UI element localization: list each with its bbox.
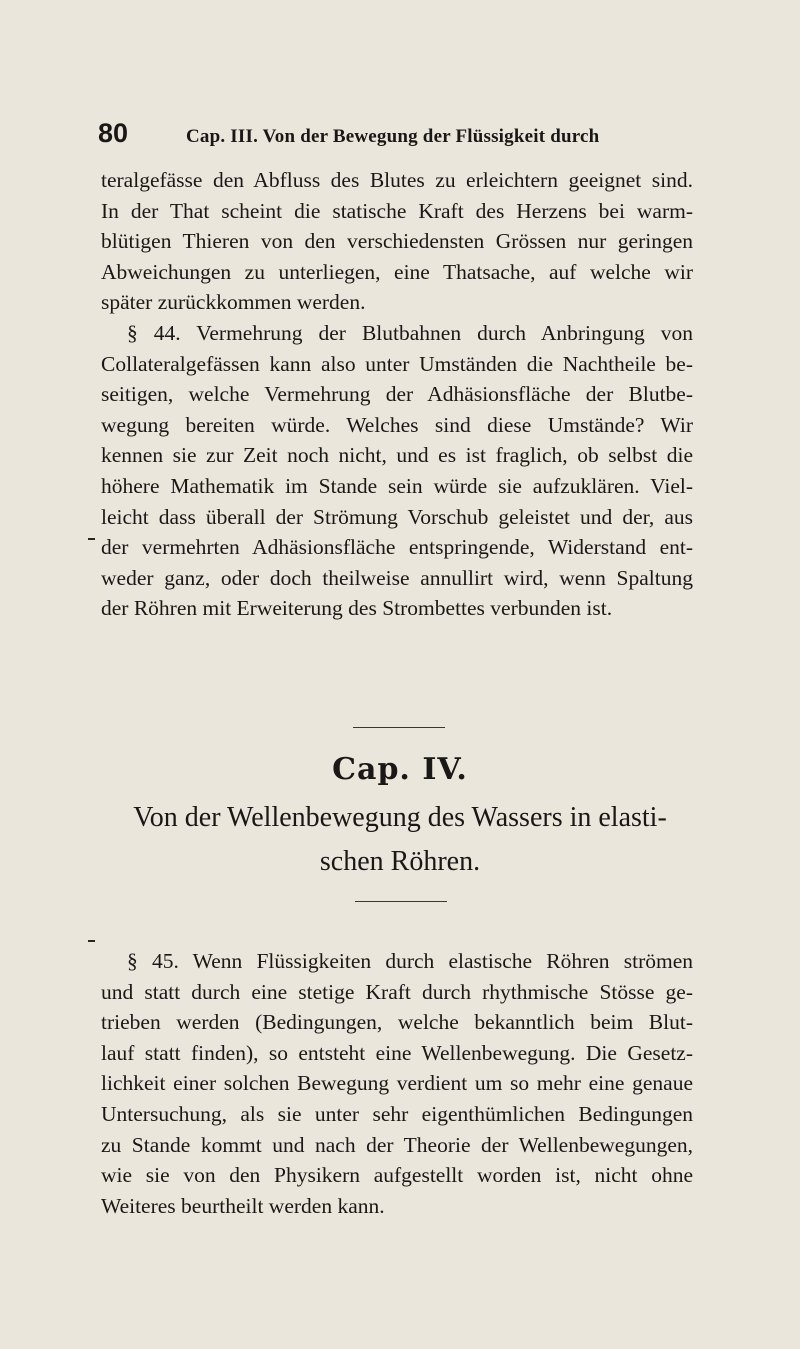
text-line: Collateralgefässen kann also unter Umständen die Nachtheile be- (101, 351, 693, 376)
text-line: In der That scheint die statische Kraft des Herzens bei warm- (101, 198, 693, 223)
text-line: lichkeit einer solchen Bewegung verdient um so mehr eine genaue (101, 1071, 693, 1096)
divider-rule-top (353, 727, 445, 728)
text-line: zu Stande kommt und nach der Theorie der Wellenbewegungen, (101, 1132, 693, 1157)
text-line: leicht dass überall der Strömung Vorschub geleistet und der, aus (101, 504, 693, 529)
text-line: wegung bereiten würde. Welches sind diese Umstände? Wir (101, 412, 693, 437)
text-line: teralgefässe den Abfluss des Blutes zu erleichtern geeignet sind. (101, 168, 693, 192)
text-line: blütigen Thieren von den verschiedensten Grössen nur geringen (101, 229, 693, 254)
text-line: trieben werden (Bedingungen, welche bekanntlich beim Blut- (101, 1010, 693, 1035)
text-line: kennen sie zur Zeit noch nicht, und es ist fraglich, ob selbst die (101, 443, 693, 468)
text-line: lauf statt finden), so entsteht eine Wellenbewegung. Die Gesetz- (101, 1040, 693, 1065)
text-line: und statt durch eine stetige Kraft durch rhythmische Stösse ge- (101, 979, 693, 1004)
chapter-heading: Cap. IV. (332, 752, 468, 787)
text-line: seitigen, welche Vermehrung der Adhäsionsfläche der Blutbe- (101, 382, 693, 407)
print-mark (88, 940, 95, 942)
page-header (98, 118, 718, 152)
text-line: später zurückkommen werden. (101, 290, 366, 315)
text-line: höhere Mathematik im Stande sein würde sie aufzuklären. Viel- (101, 473, 693, 498)
text-line: der Röhren mit Erweiterung des Strombettes verbunden ist. (101, 596, 613, 621)
section-45-start: § 45. Wenn Flüssigkeiten durch elastische Röhren strömen (127, 949, 693, 973)
running-title: Cap. III. Von der Bewegung der Flüssigkeit durch (186, 126, 600, 147)
text-line: Weiteres beurtheilt werden kann. (101, 1193, 385, 1218)
body-text-lower (101, 946, 693, 1221)
text-line: wie sie von den Physikern aufgestellt worden ist, nicht ohne (101, 1163, 693, 1188)
text-line: der vermehrten Adhäsionsfläche entspringende, Widerstand ent- (101, 535, 693, 560)
text-line: Untersuchung, als sie unter sehr eigenthümlichen Bedingungen (101, 1101, 693, 1126)
chapter-title-line: Von der Wellenbewegung des Wassers in elasti- (133, 802, 667, 833)
body-text-upper (101, 165, 693, 624)
print-mark (88, 538, 95, 540)
divider-rule-bottom (355, 901, 447, 902)
chapter-title-line: schen Röhren. (319, 846, 481, 877)
section-44-start: § 44. Vermehrung der Blutbahnen durch Anbringung von (127, 320, 693, 345)
text-line: Abweichungen zu unterliegen, eine Thatsache, auf welche wir (101, 259, 693, 284)
text-line: weder ganz, oder doch theilweise annullirt wird, wenn Spaltung (101, 565, 693, 590)
chapter-title (100, 796, 700, 884)
page-number: 80 (98, 118, 129, 148)
